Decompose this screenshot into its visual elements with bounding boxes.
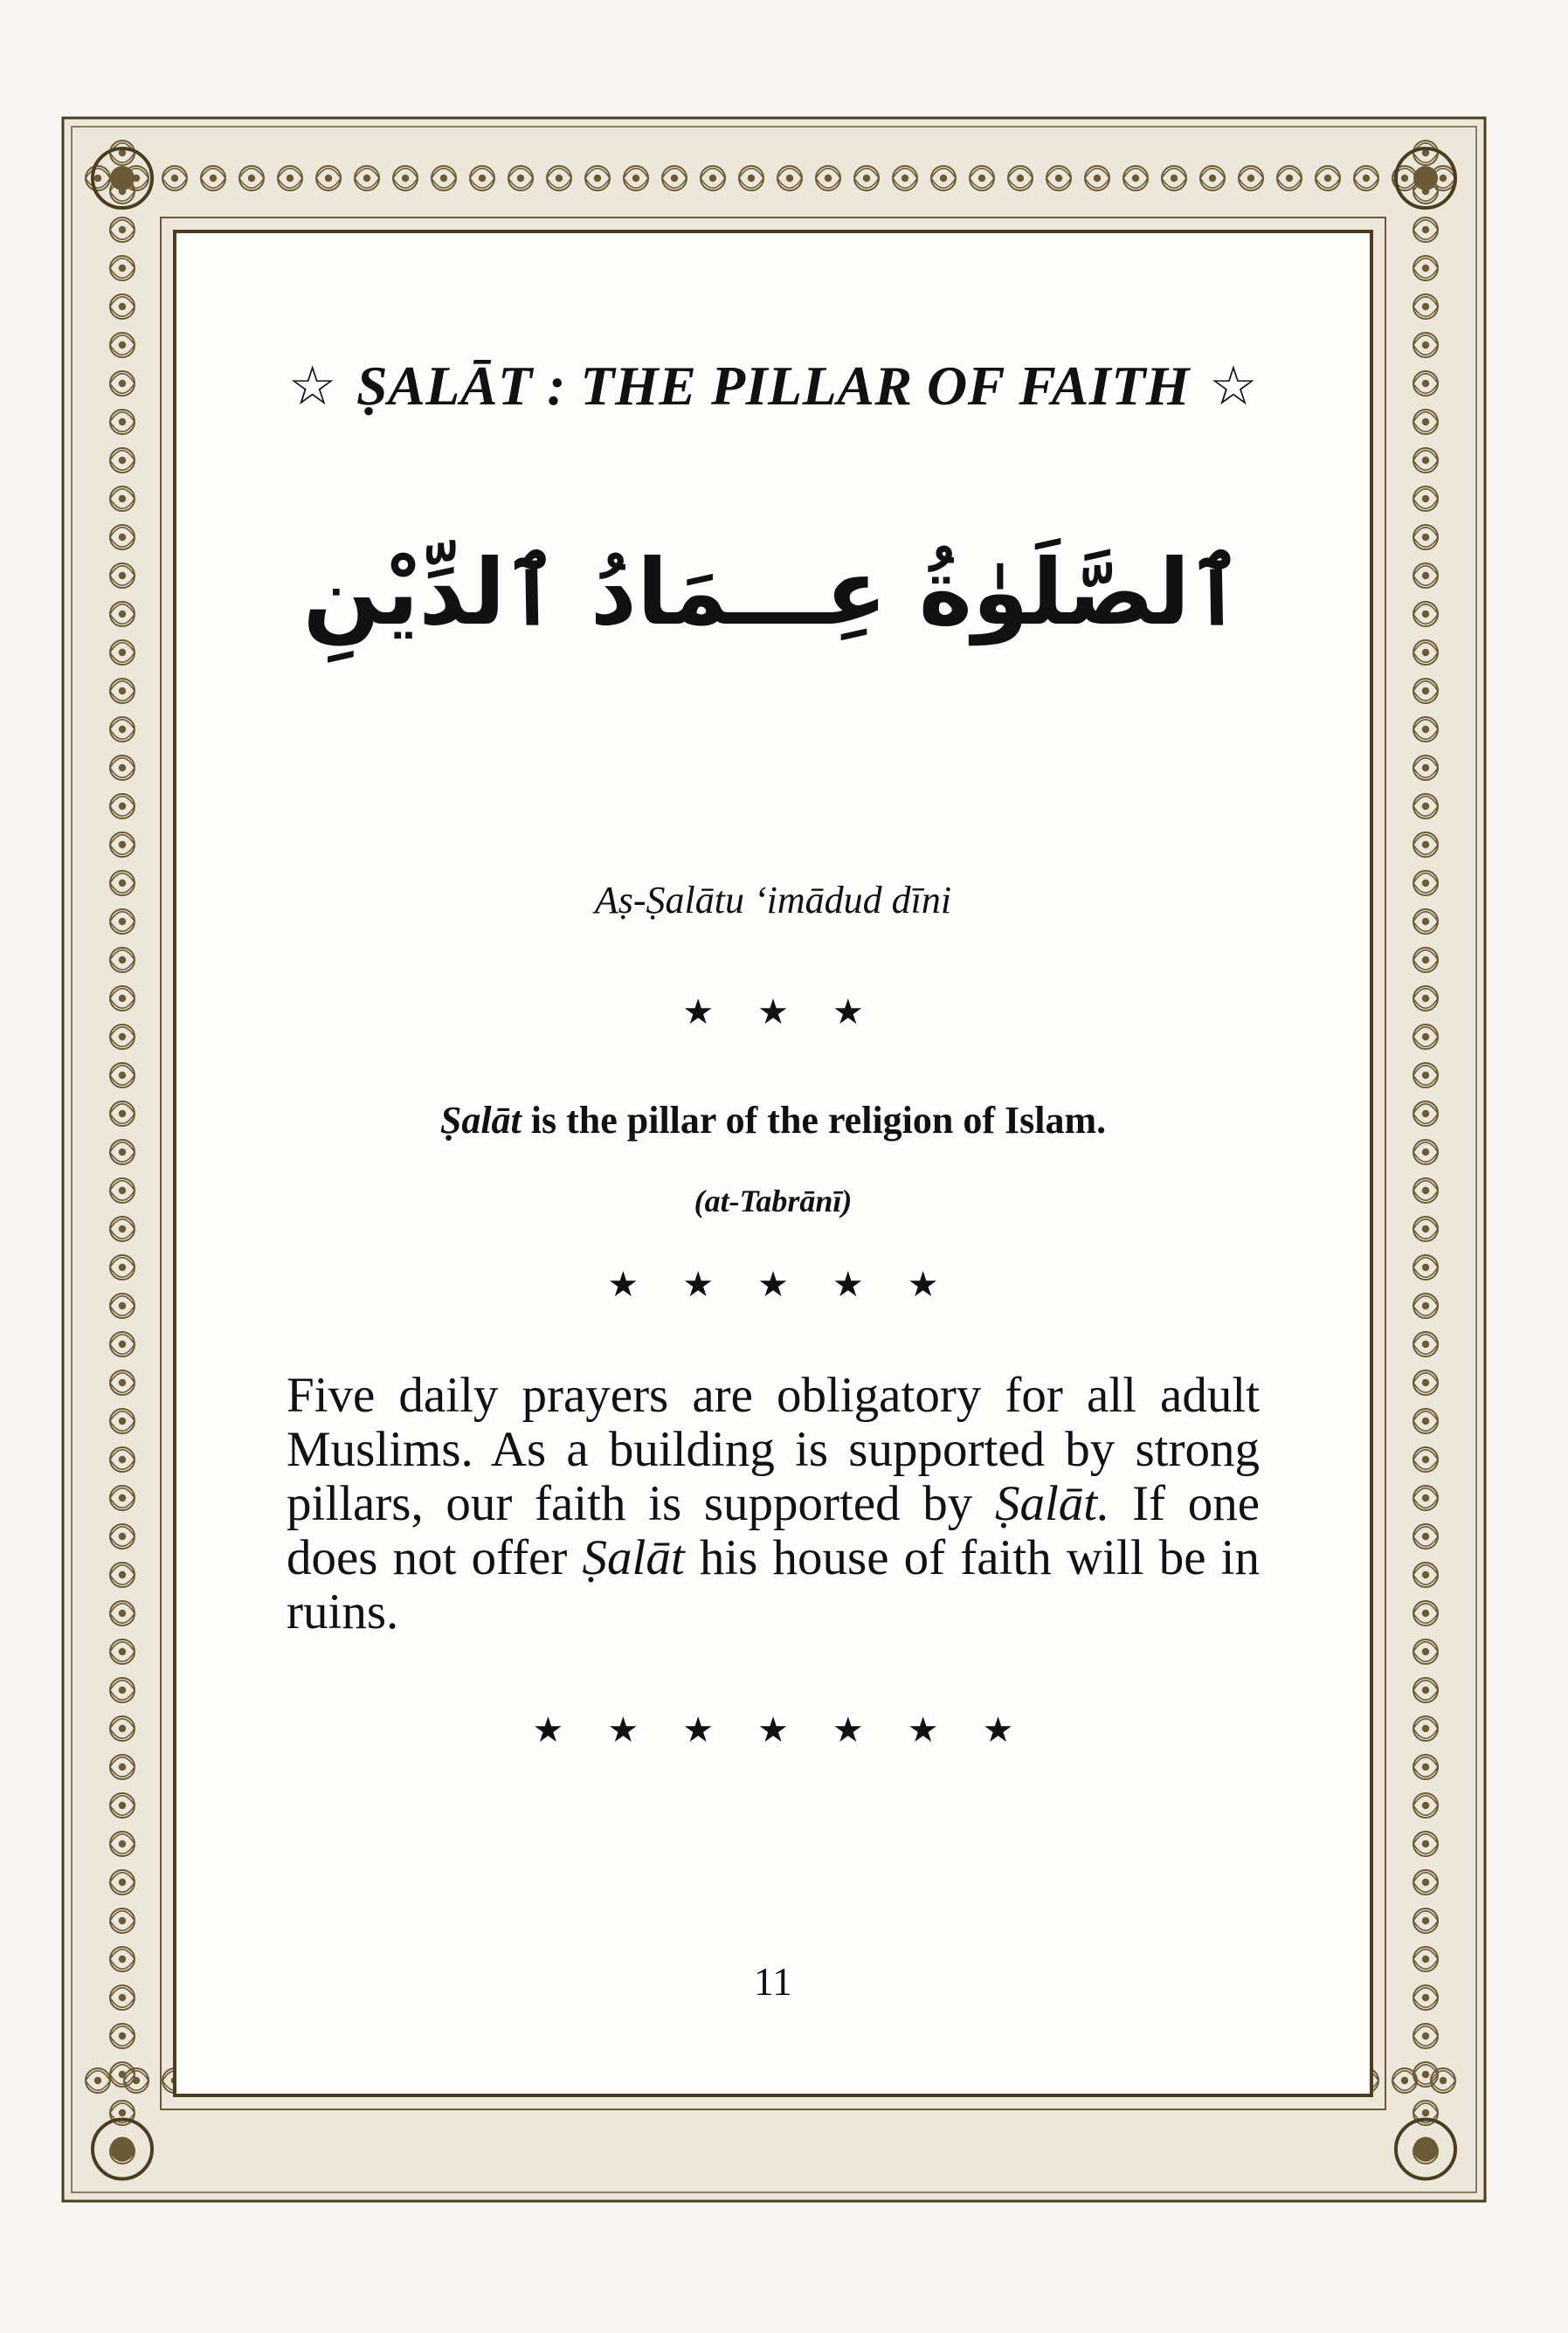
ornament-dot: [119, 534, 126, 541]
ornament-dot: [1422, 649, 1429, 656]
ornament-dot: [119, 457, 126, 464]
ornament-dot: [1132, 175, 1139, 182]
ornament-dot: [119, 2109, 126, 2116]
ornament-dot: [1422, 2071, 1429, 2078]
english-saying: [176, 1098, 1370, 1142]
ornament-dot: [119, 726, 126, 733]
ornament-dot: [556, 175, 563, 182]
paragraph-term-2: Ṣalāt: [582, 1530, 685, 1585]
ornament-dot: [1324, 175, 1331, 182]
ornament-dot: [1422, 1994, 1429, 2001]
ornament-dot: [709, 175, 716, 182]
ornament-dot: [1422, 457, 1429, 464]
ornament-dot: [119, 1379, 126, 1386]
ornament-dot: [119, 1456, 126, 1463]
ornament-dot: [325, 175, 332, 182]
ornament-dot: [119, 1341, 126, 1348]
ornament-dot: [119, 1494, 126, 1501]
ornament-dot: [1422, 1149, 1429, 1156]
outline-star-icon: ☆: [287, 357, 337, 417]
ornament-dot: [119, 1764, 126, 1770]
ornament-dot: [119, 880, 126, 887]
star-divider-1: ★★★: [682, 992, 908, 1032]
ornament-dot: [119, 1225, 126, 1232]
ornament-dot: [1422, 764, 1429, 771]
ornament-dot: [1422, 1956, 1429, 1963]
ornament-dot: [119, 649, 126, 656]
paragraph-term-1: Ṣalāt.: [994, 1476, 1110, 1531]
ornament-dot: [671, 175, 678, 182]
ornament-dot: [1422, 956, 1429, 963]
ornament-dot: [1422, 1610, 1429, 1617]
ornament-dot: [1401, 175, 1408, 182]
ornament-dot: [1422, 1687, 1429, 1694]
ornament-dot: [119, 1149, 126, 1156]
ornament-dot: [119, 418, 126, 425]
ornament-dot: [1422, 342, 1429, 349]
star-divider-2: ★★★★★: [607, 1265, 983, 1304]
ornament-dot: [119, 1187, 126, 1194]
ornament-dot: [1422, 803, 1429, 810]
ornament-dot: [1422, 1341, 1429, 1348]
ornament-dot: [119, 1956, 126, 1963]
title-text: ṢALĀT : THE PILLAR OF FAITH: [356, 355, 1191, 417]
ornament-dot: [119, 1802, 126, 1809]
outline-star-icon: ☆: [1209, 357, 1259, 417]
ornament-dot: [119, 1610, 126, 1617]
ornament-dot: [1422, 303, 1429, 310]
ornament-dot: [119, 303, 126, 310]
ornament-dot: [1363, 175, 1370, 182]
ornament-dot: [786, 175, 793, 182]
ornament-dot: [1055, 175, 1062, 182]
ornament-dot: [119, 1648, 126, 1655]
paragraph-text-1: Five daily prayers are obligatory for all adult Muslims. As a building is supported by strong pillars, our faith is supported by: [287, 1368, 1260, 1531]
ornament-dot: [1422, 380, 1429, 387]
ornament-dot: [901, 175, 908, 182]
ornament-dot: [119, 1110, 126, 1117]
saying-source: (at-Tabrānī): [694, 1184, 853, 1218]
ornament-dot: [119, 1072, 126, 1079]
ornament-dot: [1286, 175, 1293, 182]
corner-rosette-center: [110, 2137, 135, 2162]
ornament-dot: [119, 956, 126, 963]
page-number: 11: [753, 1959, 793, 2004]
arabic-saying: ٱلصَّلَوٰةُ عِـــمَادُ ٱلدِّيْنِ: [302, 539, 1244, 645]
ornament-dot: [1422, 726, 1429, 733]
ornament-dot: [1017, 175, 1024, 182]
ornament-dot: [863, 175, 870, 182]
ornament-dot: [1422, 1571, 1429, 1578]
ornament-dot: [119, 841, 126, 848]
ornament-dot: [1422, 1802, 1429, 1809]
ornament-dot: [119, 1571, 126, 1578]
ornament-dot: [1422, 1379, 1429, 1386]
ornament-dot: [1422, 1187, 1429, 1194]
ornament-dot: [1422, 611, 1429, 618]
ornament-dot: [1422, 1533, 1429, 1540]
corner-rosette-center: [1413, 2137, 1438, 2162]
ornament-dot: [1422, 1110, 1429, 1117]
ornament-dot: [1422, 1879, 1429, 1886]
ornament-dot: [1422, 1725, 1429, 1732]
ornament-dot: [1422, 918, 1429, 925]
ornament-dot: [402, 175, 409, 182]
corner-rosette-center: [110, 166, 135, 190]
ornament-dot: [1422, 534, 1429, 541]
paragraph-text-3: his house of faith will be in ruins.: [287, 1530, 1260, 1639]
ornament-dot: [1422, 2109, 1429, 2116]
ornament-dot: [1422, 880, 1429, 887]
ornament-dot: [119, 380, 126, 387]
ornament-dot: [119, 1879, 126, 1886]
ornament-dot: [119, 226, 126, 233]
ornament-dot: [1422, 265, 1429, 272]
ornament-dot: [1422, 2033, 1429, 2040]
ornament-dot: [440, 175, 447, 182]
ornament-dot: [1209, 175, 1216, 182]
page-title: [176, 354, 1370, 418]
ornament-dot: [517, 175, 524, 182]
ornament-dot: [748, 175, 755, 182]
ornament-dot: [940, 175, 947, 182]
body-paragraph: [287, 1369, 1260, 1639]
ornament-dot: [119, 265, 126, 272]
ornament-dot: [119, 1264, 126, 1271]
ornament-dot: [1422, 1418, 1429, 1425]
ornament-dot: [1247, 175, 1254, 182]
ornament-dot: [1422, 1494, 1429, 1501]
star-divider-3: ★★★★★★★: [532, 1710, 1058, 1750]
ornament-dot: [978, 175, 985, 182]
ornament-dot: [1440, 175, 1447, 182]
ornament-dot: [1422, 1264, 1429, 1271]
ornament-dot: [1171, 175, 1178, 182]
ornament-dot: [119, 1418, 126, 1425]
ornament-dot: [1422, 1033, 1429, 1040]
ornament-dot: [119, 572, 126, 579]
ornament-dot: [171, 175, 178, 182]
ornament-dot: [119, 2033, 126, 2040]
ornament-dot: [1422, 995, 1429, 1002]
ornament-dot: [119, 495, 126, 502]
ornament-dot: [1422, 1072, 1429, 1079]
ornament-dot: [94, 175, 101, 182]
ornament-dot: [363, 175, 370, 182]
ornament-dot: [94, 2077, 101, 2084]
ornament-dot: [119, 342, 126, 349]
ornament-dot: [119, 1687, 126, 1694]
paragraph-text-2: If one does not offer: [287, 1476, 1260, 1585]
ornament-dot: [1422, 841, 1429, 848]
ornament-dot: [1422, 572, 1429, 579]
transliteration: Aṣ-Ṣalātu ‘imādud dīni: [594, 879, 952, 921]
ornament-dot: [119, 1994, 126, 2001]
ornament-dot: [119, 1033, 126, 1040]
ornament-dot: [1440, 2077, 1447, 2084]
ornament-dot: [119, 1533, 126, 1540]
ornament-dot: [1422, 1917, 1429, 1924]
ornament-dot: [825, 175, 832, 182]
ornament-dot: [1422, 1648, 1429, 1655]
ornament-dot: [1422, 1225, 1429, 1232]
ornament-dot: [119, 687, 126, 694]
ornament-dot: [1422, 495, 1429, 502]
ornament-dot: [1422, 418, 1429, 425]
ornament-dot: [119, 1840, 126, 1847]
ornament-dot: [594, 175, 601, 182]
ornament-dot: [119, 1302, 126, 1309]
ornament-dot: [1422, 1302, 1429, 1309]
ornament-dot: [1422, 687, 1429, 694]
ornament-dot: [119, 1725, 126, 1732]
ornament-dot: [119, 2071, 126, 2078]
content-panel: [173, 230, 1373, 2097]
ornament-dot: [287, 175, 294, 182]
corner-rosette-center: [1413, 166, 1438, 190]
ornament-dot: [1422, 226, 1429, 233]
ornament-dot: [1401, 2077, 1408, 2084]
ornament-dot: [119, 918, 126, 925]
ornament-dot: [119, 803, 126, 810]
ornament-dot: [119, 764, 126, 771]
ornament-dot: [1422, 1764, 1429, 1770]
saying-term: Ṣalāt: [439, 1099, 522, 1142]
ornament-dot: [632, 175, 639, 182]
ornament-dot: [1094, 175, 1101, 182]
ornament-dot: [119, 1917, 126, 1924]
ornament-dot: [1422, 1840, 1429, 1847]
saying-text: is the pillar of the religion of Islam.: [521, 1099, 1107, 1142]
ornament-dot: [119, 611, 126, 618]
ornament-dot: [210, 175, 217, 182]
ornament-dot: [119, 995, 126, 1002]
ornament-dot: [1422, 1456, 1429, 1463]
ornament-dot: [248, 175, 255, 182]
ornament-dot: [479, 175, 486, 182]
